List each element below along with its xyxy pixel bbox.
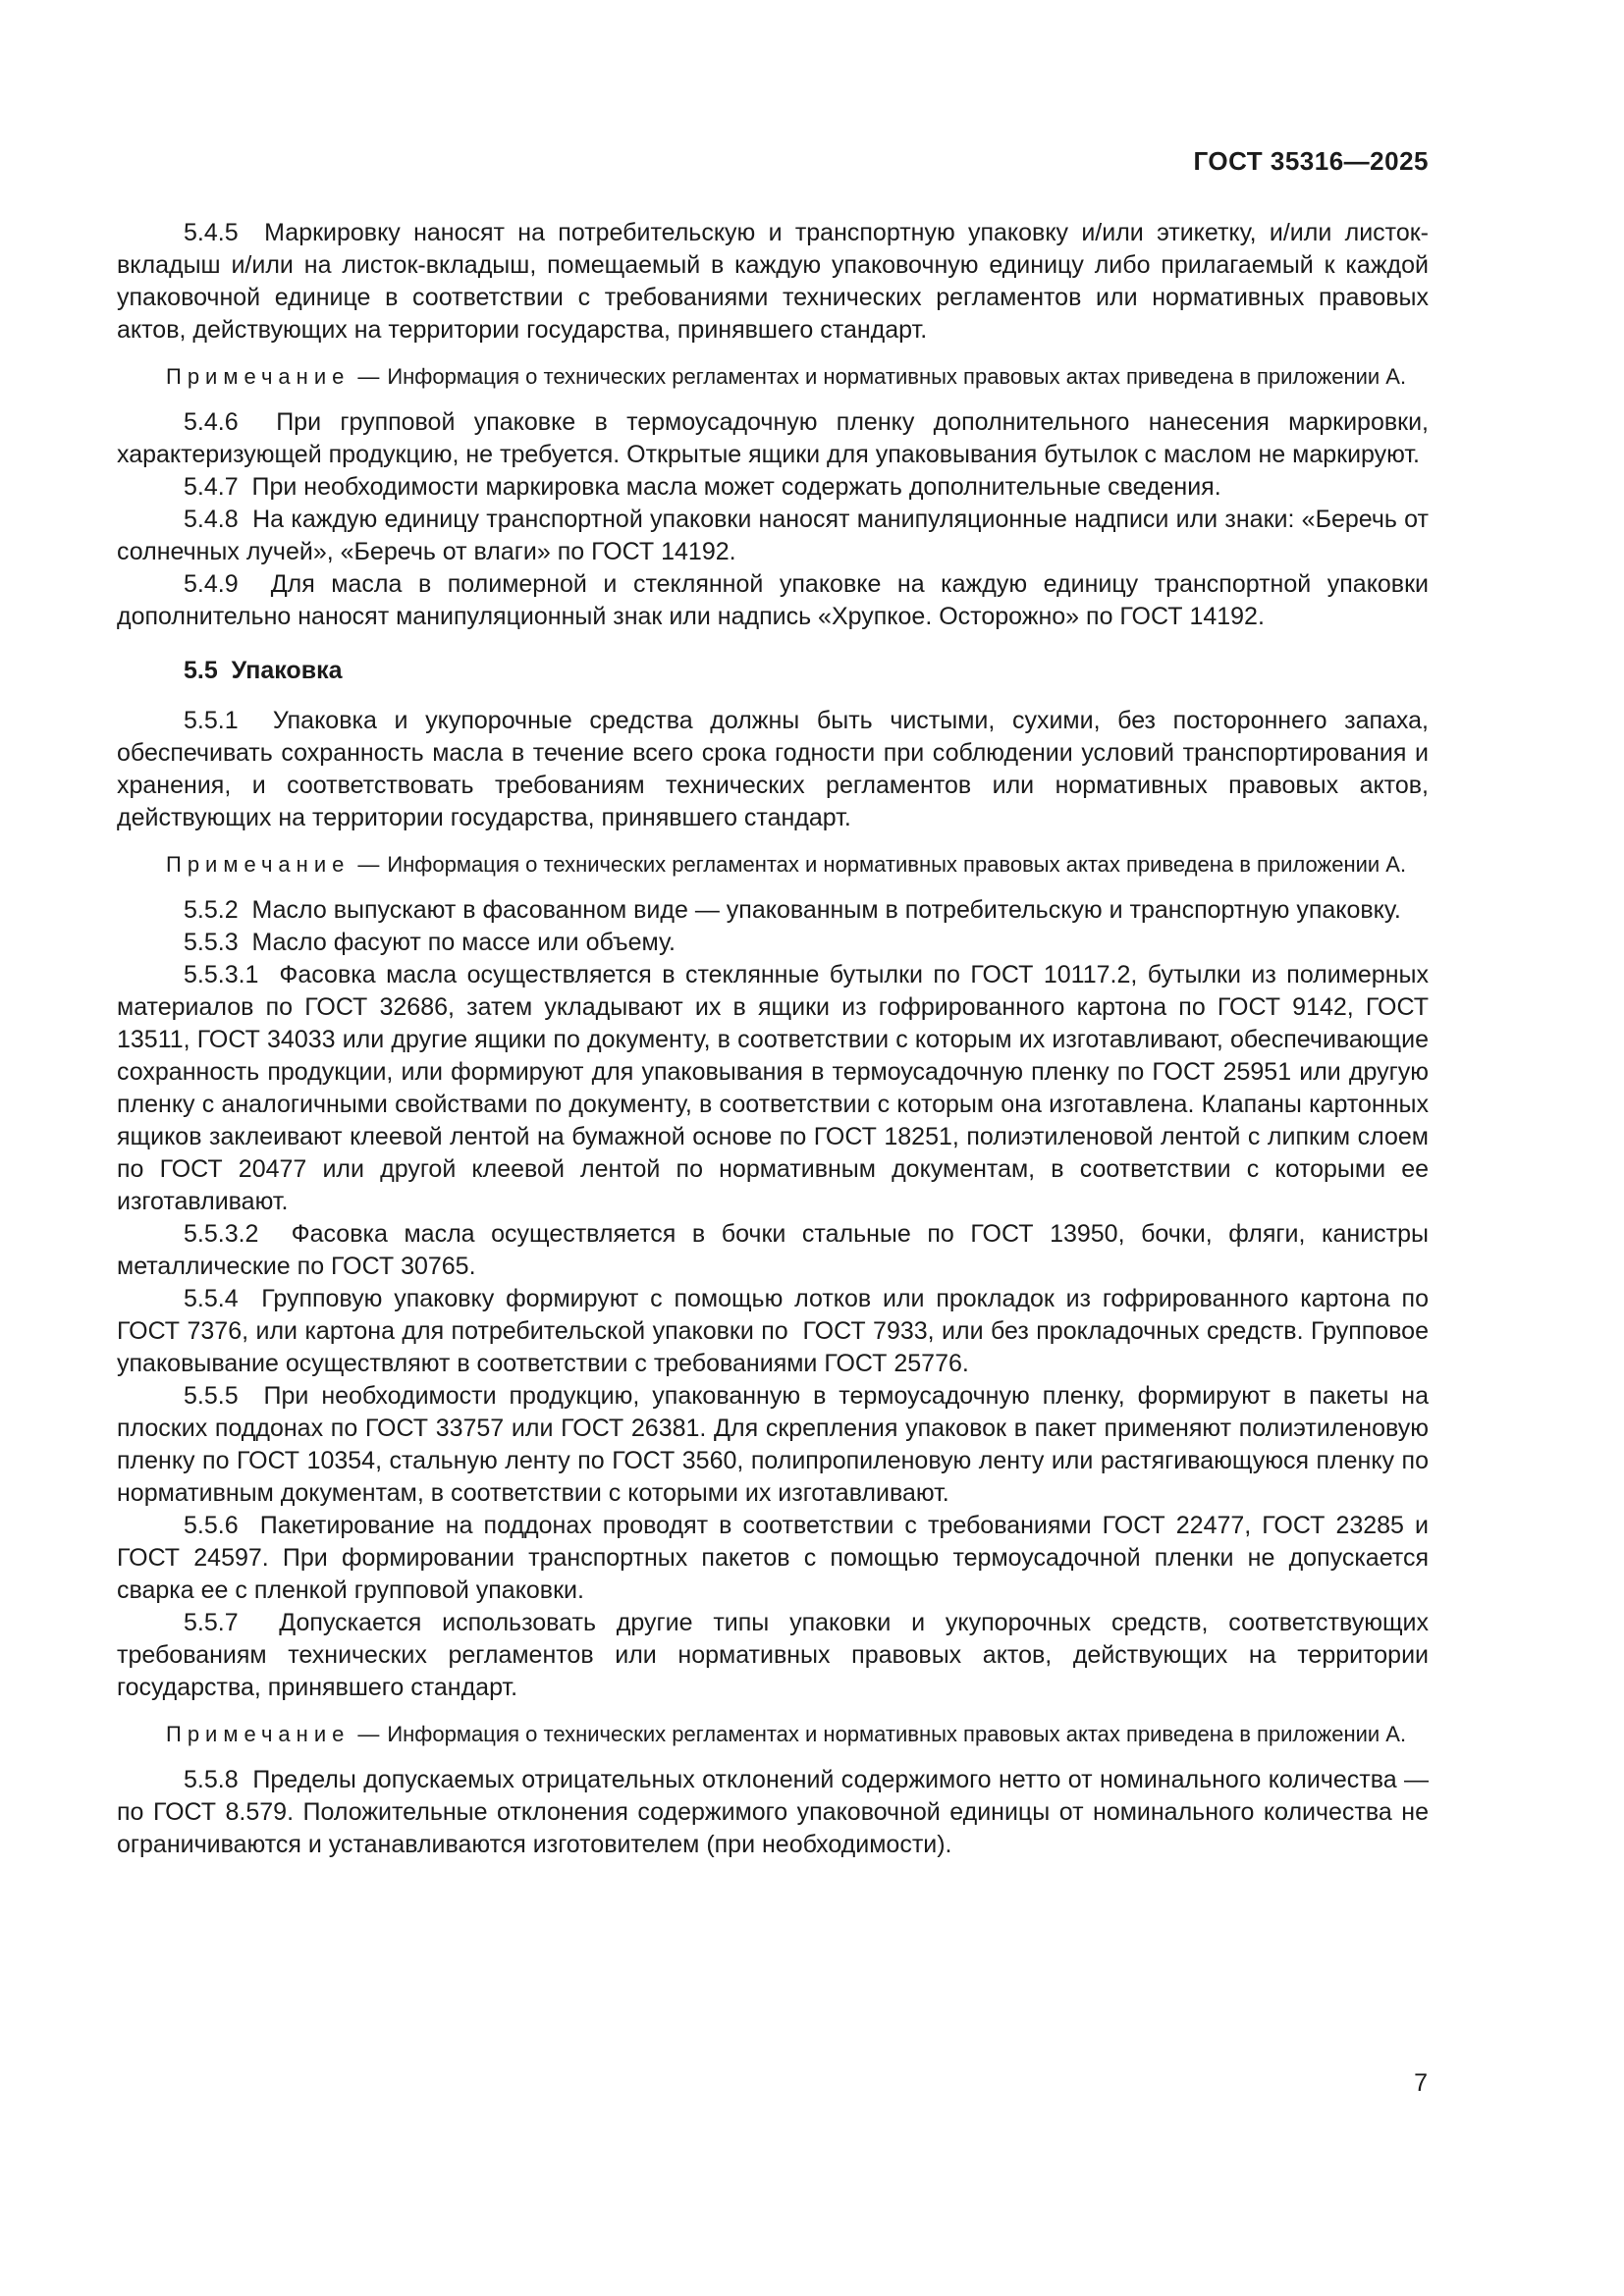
paragraph-5-5-8: 5.5.8 Пределы допускаемых отрицательных отклонений содержимого нетто от номинального количества — по ГОСТ 8.579. Положительные отклонения содержимого упаковочной единицы от номинального количества не ограничиваются и устанавливаются изготовителем (при необходимости). <box>117 1766 1429 1858</box>
note-label: Примечание <box>166 1722 351 1746</box>
paragraph-5-4-6: 5.4.6 При групповой упаковке в термоусадочную пленку дополнительного нанесения маркировки, характеризующей продукцию, не требуется. Открытые ящики для упаковывания бутылок с маслом не маркируют. <box>117 408 1429 468</box>
note-dash: — <box>357 1722 380 1746</box>
paragraph-5-4-5: 5.4.5 Маркировку наносят на потребительскую и транспортную упаковку и/или этикетку, и/или листок-вкладыш и/или на листок-вкладыш, помещаемый в каждую упаковочную единицу либо прилагаемый к каждой упаковочной единице в соответствии с требованиями технических регламентов или нормативных правовых актов, действующих на территории государства, принявшего стандарт. <box>117 219 1429 344</box>
note-text: Информация о технических регламентах и нормативных правовых актах приведена в приложении А. <box>387 1722 1407 1746</box>
note-dash: — <box>357 852 380 877</box>
note-block-3 <box>117 1720 1429 1748</box>
paragraph-5-5-4: 5.5.4 Групповую упаковку формируют с помощью лотков или прокладок из гофрированного картона по ГОСТ 7376, или картона для потребительской упаковки по ГОСТ 7933, или без прокладочных средств. Групповое упаковывание осуществляют в соответствии с требованиями ГОСТ 25776. <box>117 1285 1429 1377</box>
note-text: Информация о технических регламентах и нормативных правовых актах приведена в приложении А. <box>387 364 1407 389</box>
page-number: 7 <box>1414 2069 1428 2097</box>
note-label: Примечание <box>166 364 351 389</box>
section-heading-5-5: 5.5 Упаковка <box>184 657 343 684</box>
paragraph-5-4-7: 5.4.7 При необходимости маркировка масла может содержать дополнительные сведения. <box>184 473 1221 501</box>
paragraph-5-5-1: 5.5.1 Упаковка и укупорочные средства должны быть чистыми, сухими, без постороннего запаха, обеспечивать сохранность масла в течение всего срока годности при соблюдении условий транспортирования и хранения, и соответствовать требованиям технических регламентов или нормативных правовых актов, действующих на территории государства, принявшего стандарт. <box>117 707 1429 831</box>
note-block-1 <box>117 362 1429 391</box>
note-dash: — <box>357 364 380 389</box>
paragraph-5-5-5: 5.5.5 При необходимости продукцию, упакованную в термоусадочную пленку, формируют в пакеты на плоских поддонах по ГОСТ 33757 или ГОСТ 26381. Для скрепления упаковок в пакет применяют полиэтиленовую пленку по ГОСТ 10354, стальную ленту по ГОСТ 3560, полипропиленовую ленту или растягивающуюся пленку по нормативным документам, в соответствии с которыми их изготавливают. <box>117 1382 1429 1507</box>
paragraph-5-5-2: 5.5.2 Масло выпускают в фасованном виде — упакованным в потребительскую и транспортную упаковку. <box>184 896 1401 924</box>
paragraph-5-4-9: 5.4.9 Для масла в полимерной и стеклянной упаковке на каждую единицу транспортной упаковки дополнительно наносят манипуляционный знак или надпись «Хрупкое. Осторожно» по ГОСТ 14192. <box>117 570 1429 630</box>
paragraph-5-4-8: 5.4.8 На каждую единицу транспортной упаковки наносят манипуляционные надписи или знаки: «Беречь от солнечных лучей», «Беречь от влаги» по ГОСТ 14192. <box>117 506 1429 565</box>
paragraph-5-5-3-1: 5.5.3.1 Фасовка масла осуществляется в стеклянные бутылки по ГОСТ 10117.2, бутылки из полимерных материалов по ГОСТ 32686, затем укладывают их в ящики из гофрированного картона по ГОСТ 9142, ГОСТ 13511, ГОСТ 34033 или другие ящики по документу, в соответствии с которым их изготавливают, обеспечивающие сохранность продукции, или формируют для упаковывания в термоусадочную пленку по ГОСТ 25951 или другую пленку с аналогичными свойствами по документу, в соответствии с которым она изготавлена. Клапаны картонных ящиков заклеивают клеевой лентой на бумажной основе по ГОСТ 18251, полиэтиленовой лентой с липким слоем по ГОСТ 20477 или другой клеевой лентой по нормативным документам, в соответствии с которыми ее изготавливают. <box>117 961 1429 1215</box>
paragraph-5-5-3: 5.5.3 Масло фасуют по массе или объему. <box>184 929 676 956</box>
paragraph-5-5-3-2: 5.5.3.2 Фасовка масла осуществляется в бочки стальные по ГОСТ 13950, бочки, фляги, канистры металлические по ГОСТ 30765. <box>117 1220 1429 1280</box>
paragraph-5-5-7: 5.5.7 Допускается использовать другие типы упаковки и укупорочных средств, соответствующих требованиям технических регламентов или нормативных правовых актов, действующих на территории государства, принявшего стандарт. <box>117 1609 1429 1701</box>
standard-number-header: ГОСТ 35316—2025 <box>1193 146 1429 176</box>
paragraph-5-5-6: 5.5.6 Пакетирование на поддонах проводят в соответствии с требованиями ГОСТ 22477, ГОСТ 23285 и ГОСТ 24597. При формировании транспортных пакетов с помощью термоусадочной пленки не допускается сварка ее с пленкой групповой упаковки. <box>117 1512 1429 1604</box>
note-block-2 <box>117 850 1429 879</box>
note-text: Информация о технических регламентах и нормативных правовых актах приведена в приложении А. <box>387 852 1407 877</box>
note-label: Примечание <box>166 852 351 877</box>
